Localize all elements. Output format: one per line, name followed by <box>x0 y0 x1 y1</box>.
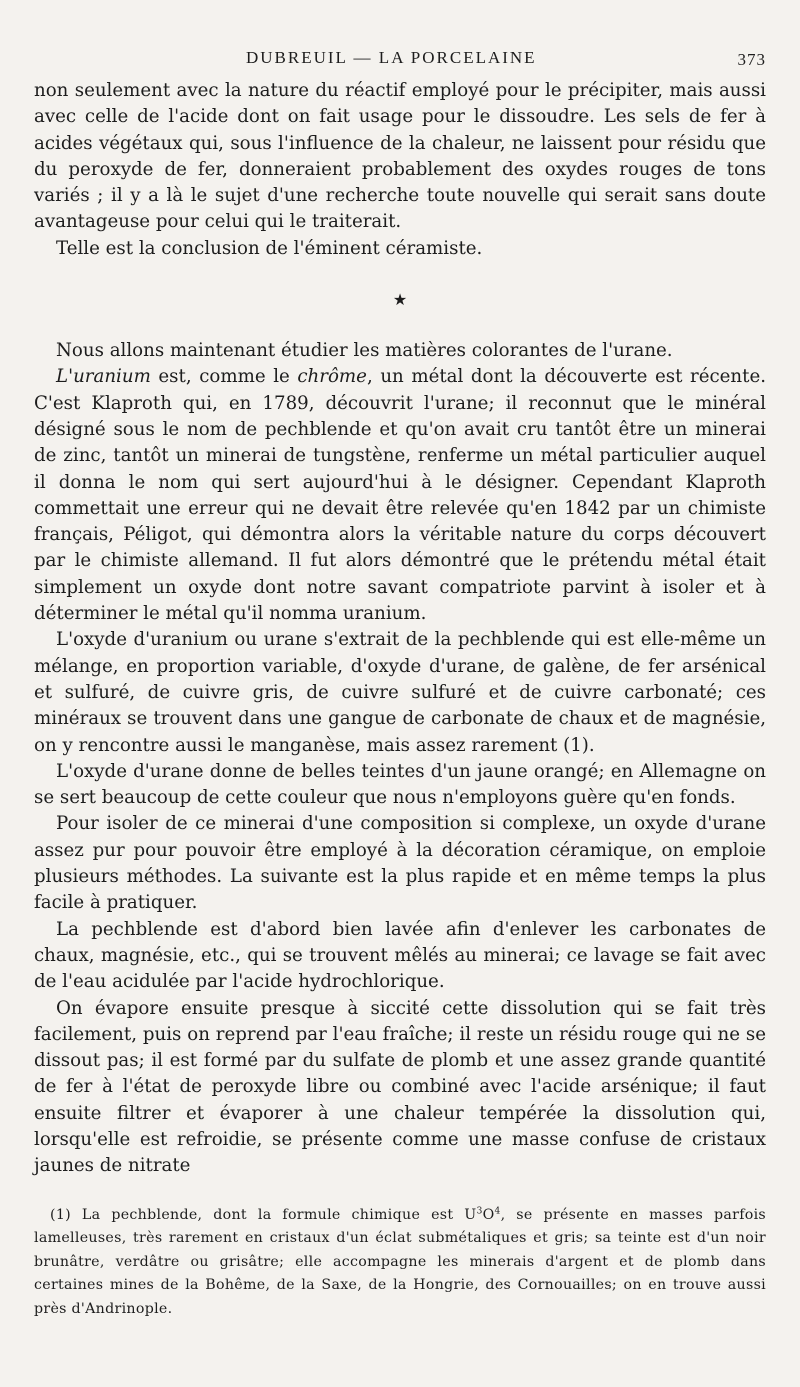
body-text <box>34 78 766 1180</box>
running-title: DUBREUIL — LA PORCELAINE <box>246 48 537 67</box>
paragraph-uranium-history: L'uranium est, comme le chrôme, un métal dont la découverte est récente. C'est Klaproth qui, en 1789, découvrit l'urane; il reconnut que le minéral désigné sous le nom de pechblende et qu'on avait cru tantôt être un minerai de zinc, tantôt un minerai de tungstène, renferme un métal particulier auquel il donna le nom qui sert aujourd'hui à le désigner. Cependant Klaproth commettait une erreur qui ne devait être relevée qu'en 1842 par un chimiste français, Péligot, qui démontra alors la véritable nature du corps découvert par le chimiste allemand. Il fut alors démontré que le prétendu métal était simplement un oxyde dont notre savant compatriote parvint à isoler et à déterminer le métal qu'il nomma uranium. <box>34 366 766 625</box>
running-header <box>34 48 766 78</box>
page-number: 373 <box>737 50 766 69</box>
paragraph-color: L'oxyde d'urane donne de belles teintes d'un jaune orangé; en Allemagne on se sert beaucoup de cette couleur que nous n'employons guère qu'en fonds. <box>34 760 766 809</box>
paragraph-extraction: L'oxyde d'uranium ou urane s'extrait de la pechblende qui est elle-même un mélange, en proportion variable, d'oxyde d'urane, de galène, de fer arsénical et sulfuré, de cuivre gris, de cuivre sulfuré et de cuivre carbonaté; ces minéraux se trouvent dans une gangue de carbonate de chaux et de magnésie, on y rencontre aussi le manganèse, mais assez rarement (1). <box>34 629 766 756</box>
paragraph-continuation: non seulement avec la nature du réactif employé pour le précipiter, mais aussi avec celle de l'acide dont on fait usage pour le dissoudre. Les sels de fer à acides végétaux qui, sous l'influence de la chaleur, ne laissent pour résidu que du peroxyde de fer, donneraient probablement des oxydes rouges de tons variés ; il y a là le sujet d'une recherche toute nouvelle qui serait sans doute avantageuse pour celui qui le traiterait. <box>34 80 766 233</box>
paragraph-evaporation: On évapore ensuite presque à siccité cette dissolution qui se fait très facilement, puis on reprend par l'eau fraîche; il reste un résidu rouge qui ne se dissout pas; il est formé par du sulfate de plomb et une assez grande quantité de fer à l'état de peroxyde libre ou combiné avec l'acide arsénique; il faut ensuite filtrer et évaporer à une chaleur tempérée la dissolution qui, lorsqu'elle est refroidie, se présente comme une masse confuse de cristaux jaunes de nitrate <box>34 997 766 1177</box>
section-separator-star: ★ <box>392 290 408 310</box>
footnote-text: (1) La pechblende, dont la formule chimique est $U^3O^4$, se présente en masses parfois lamelleuses, très rarement en cristaux d'un éclat submétaliques et gris; sa teinte est d'un noir brunâtre, verdâtre ou grisâtre; elle accompagne les minerais d'argent et de plomb dans certaines mines de la Bohême, de la Saxe, de la Hongrie, des Cornouailles; on en trouve aussi près d'Andrinople. <box>34 1205 766 1317</box>
footnote <box>34 1204 766 1322</box>
paragraph-methods: Pour isoler de ce minerai d'une composition si complexe, un oxyde d'urane assez pur pour pouvoir être employé à la décoration céramique, on emploie plusieurs méthodes. La suivante est la plus rapide et en même temps la plus facile à pratiquer. <box>34 813 766 914</box>
paragraph-conclusion: Telle est la conclusion de l'éminent céramiste. <box>56 237 483 259</box>
paragraph-intro-urane: Nous allons maintenant étudier les matières colorantes de l'urane. <box>56 340 673 362</box>
italic-uranium: L'uranium <box>56 366 151 388</box>
book-page <box>34 48 766 1322</box>
paragraph-washing: La pechblende est d'abord bien lavée afin d'enlever les carbonates de chaux, magnésie, etc., qui se trouvent mêlés au minerai; ce lavage se fait avec de l'eau acidulée par l'acide hydrochlorique. <box>34 918 766 993</box>
italic-chrome: chrôme <box>297 366 367 388</box>
